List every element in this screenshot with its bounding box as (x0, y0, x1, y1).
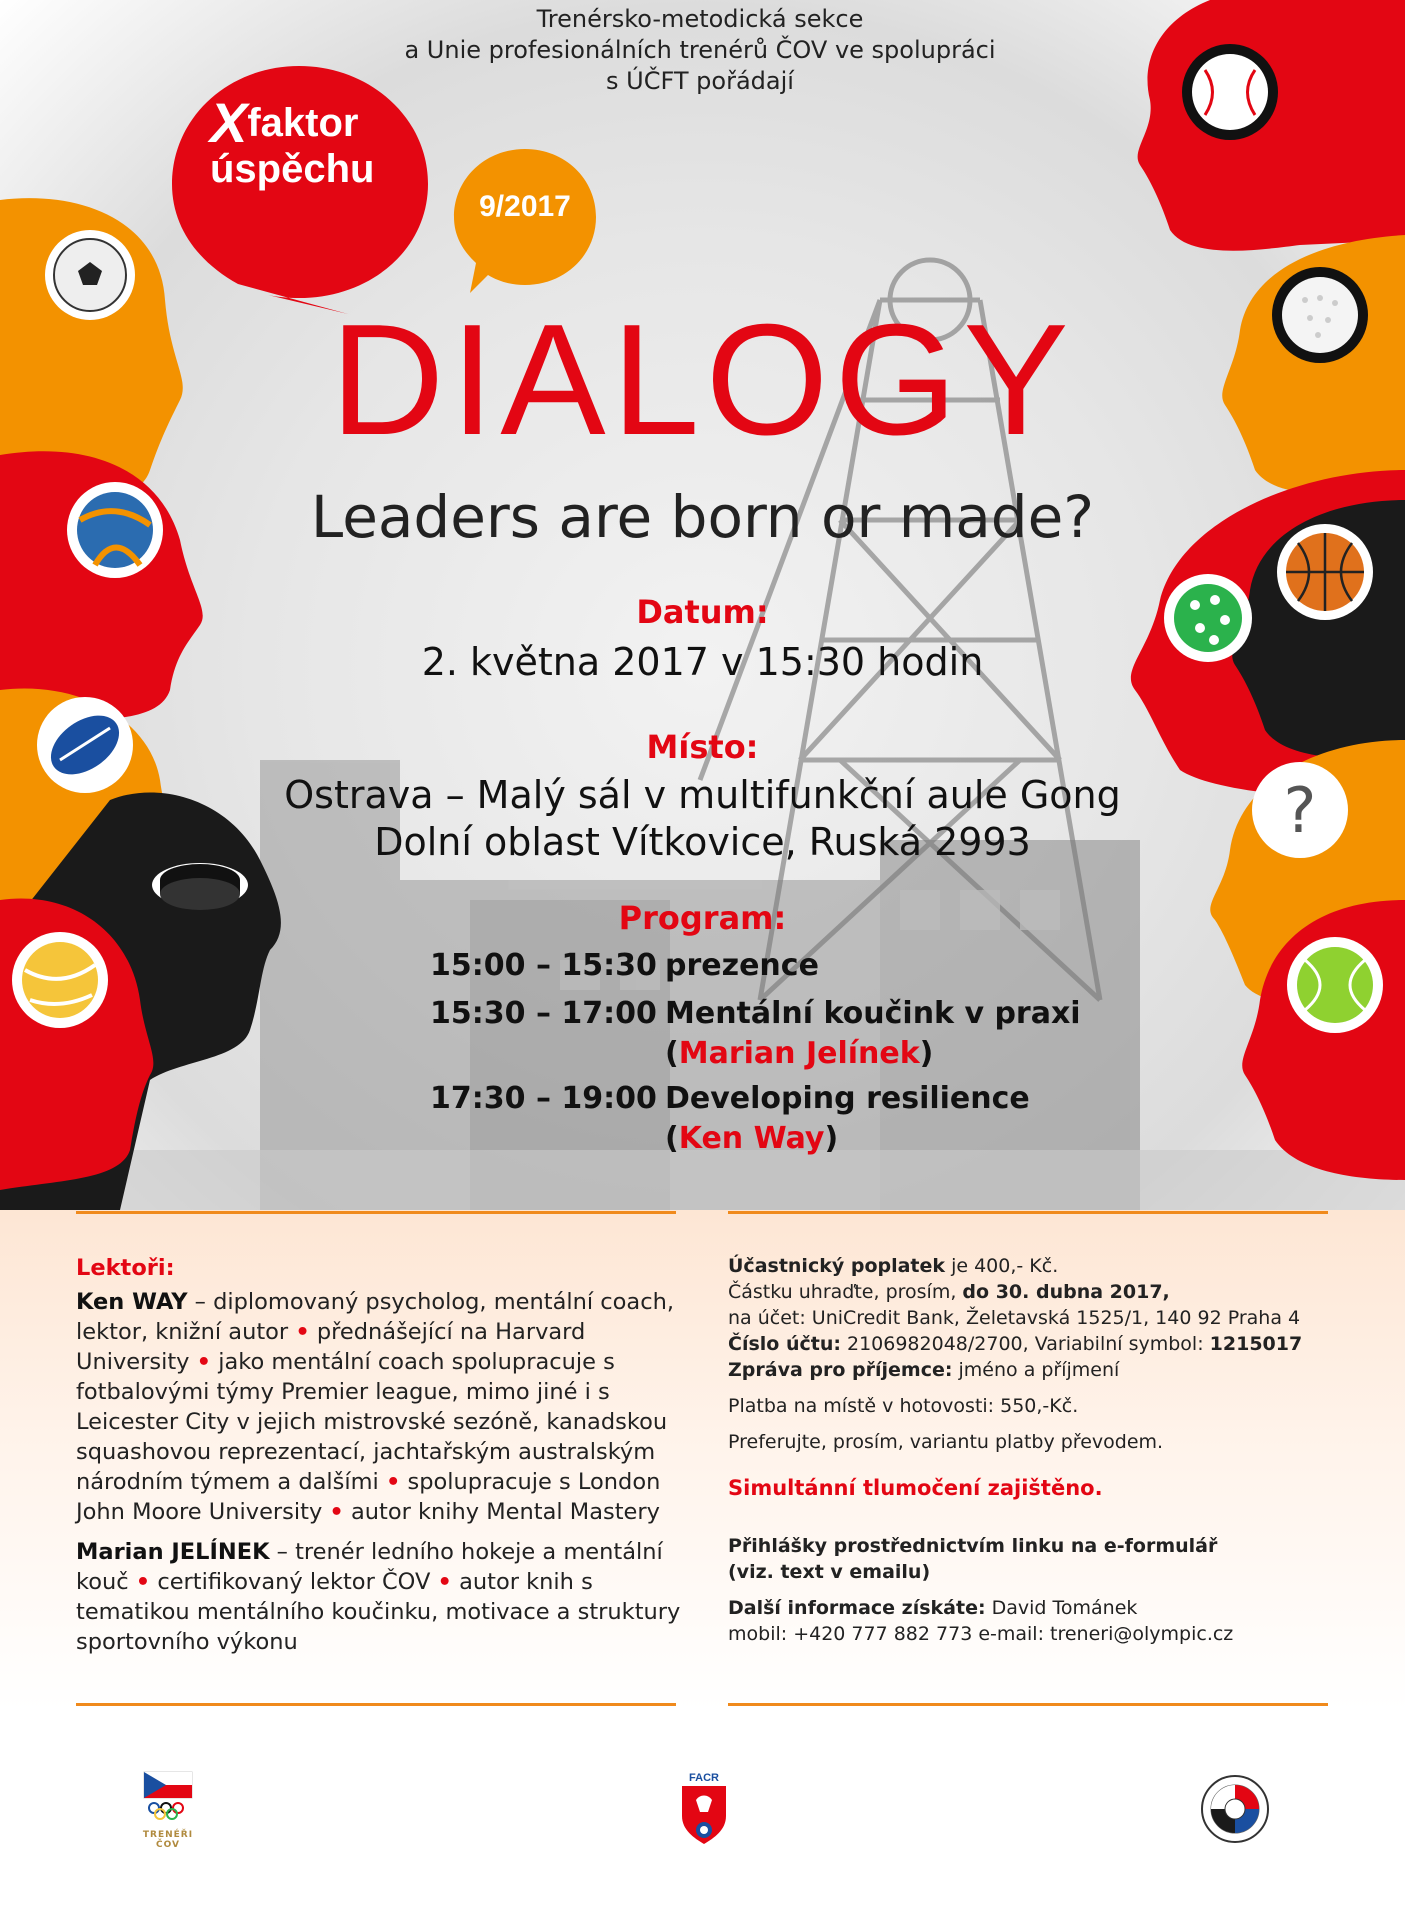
contact-details: mobil: +420 777 882 773 e-mail: treneri@olympic.cz (728, 1623, 1234, 1645)
bullet-icon: • (385, 1469, 401, 1495)
tennis-ball-icon (1287, 937, 1383, 1033)
divider (728, 1211, 1328, 1214)
account-value: 2106982048/2700, Variabilní symbol: (840, 1333, 1210, 1355)
payment-deadline (728, 1279, 1348, 1305)
lecturer-bio: spolupracuje s London John Moore University (76, 1469, 661, 1525)
faktor-x: X (210, 91, 248, 154)
account-label: Číslo účtu: (728, 1333, 841, 1355)
payment-deadline-date: do 30. dubna 2017, (962, 1281, 1170, 1303)
organizer-line-1: Trenérsko-metodická sekce (536, 5, 864, 33)
program-desc: Mentální koučink v praxi (665, 996, 1081, 1031)
volleyball-icon (12, 932, 108, 1028)
uspechu-word: úspěchu (210, 147, 375, 191)
fees-column (728, 1253, 1348, 1647)
program-time: 17:30 – 19:00 (430, 1081, 657, 1116)
bullet-icon: • (135, 1569, 151, 1595)
divider (728, 1703, 1328, 1706)
place-label: Místo: (646, 728, 759, 766)
facr-logo (678, 1770, 730, 1846)
ucft-logo (1200, 1774, 1270, 1844)
program-item (430, 1081, 1030, 1116)
lecturer-marian-jelinek (76, 1537, 686, 1657)
speaker-name: Marian Jelínek (678, 1036, 920, 1071)
baseball-icon (1182, 44, 1278, 140)
more-info-label: Další informace získáte: (728, 1597, 986, 1619)
faktor-word: faktor (247, 101, 359, 145)
lecturers-heading: Lektoři: (76, 1255, 175, 1281)
program-label: Program: (618, 899, 787, 937)
signup-line-2: (viz. text v emailu) (728, 1561, 931, 1583)
message-value: jméno a příjmení (952, 1359, 1120, 1381)
svg-text:?: ? (1283, 774, 1317, 847)
lecturer-ken-way (76, 1287, 686, 1527)
program-speaker: (Marian Jelínek) (665, 1036, 934, 1071)
place-line-2: Dolní oblast Vítkovice, Ruská 2993 (374, 820, 1031, 864)
date-value: 2. května 2017 v 15:30 hodin (421, 640, 984, 684)
lecturer-bio: certifikovaný lektor ČOV (150, 1569, 438, 1595)
cov-coaches-label (128, 1830, 208, 1850)
account-number (728, 1331, 1348, 1357)
contact-name: David Tománek (985, 1597, 1138, 1619)
organizer-line-2: a Unie profesionálních trenérů ČOV ve spolupráci (404, 36, 996, 64)
logo-label-line: ČOV (156, 1840, 180, 1850)
program-item (430, 948, 819, 983)
event-title: DIALOGY (330, 292, 1075, 468)
divider (76, 1211, 676, 1214)
lecturer-bio: – trenér ledního hokeje a mentální kouč (76, 1539, 663, 1595)
fee-line (728, 1253, 1348, 1279)
organizer-line-3: s ÚČFT pořádají (606, 67, 794, 95)
program-speaker: (Ken Way) (665, 1121, 839, 1156)
faktor-uspechu-logo (210, 91, 410, 192)
bank-account: na účet: UniCredit Bank, Želetavská 1525/1, 140 92 Praha 4 (728, 1307, 1301, 1329)
event-subtitle: Leaders are born or made? (310, 483, 1095, 551)
logo-label-line: TRENÉŘI (142, 1830, 194, 1840)
message-label: Zpráva pro příjemce: (728, 1359, 953, 1381)
fee-value: je 400,- Kč. (945, 1255, 1059, 1277)
date-label: Datum: (636, 593, 769, 631)
lecturer-name: Ken WAY (76, 1289, 188, 1315)
facr-label: FACR (689, 1772, 719, 1784)
program-desc: Developing resilience (665, 1081, 1030, 1116)
translation-note: Simultánní tlumočení zajištěno. (728, 1476, 1103, 1500)
place-line-1: Ostrava – Malý sál v multifunkční aule Gong (284, 773, 1121, 817)
payment-text: Částku uhraďte, prosím, (728, 1281, 963, 1303)
cov-coaches-logo (140, 1768, 196, 1824)
bullet-icon: • (329, 1499, 344, 1525)
bullet-icon: • (196, 1349, 212, 1375)
lecturer-bio: autor knih s tematikou mentálního koučinku, motivace a struktury sportovního výkonu (76, 1569, 681, 1655)
lecturer-bio: jako mentální coach spolupracuje s fotbalovými týmy Premier league, mimo jiné i s Leicester City v jejich mistrovské sezóně, kanadskou squashovou reprezentací, jachtařským australským národním týmem a dalšími (76, 1349, 668, 1495)
program-time: 15:00 – 15:30 (430, 948, 657, 983)
program-item (430, 996, 1081, 1031)
lecturer-name: Marian JELÍNEK (76, 1539, 270, 1565)
issue-number: 9/2017 (479, 190, 571, 223)
bullet-icon: • (437, 1569, 452, 1595)
more-info (728, 1595, 1348, 1621)
divider (76, 1703, 676, 1706)
organizer-text (350, 4, 1050, 97)
program-desc: prezence (665, 948, 819, 983)
fee-label: Účastnický poplatek (728, 1255, 946, 1277)
variable-symbol: 1215017 (1209, 1333, 1303, 1355)
lecturer-bio: autor knihy Mental Mastery (343, 1499, 660, 1525)
payment-preference: Preferujte, prosím, variantu platby převodem. (728, 1431, 1164, 1453)
lecturers-column (76, 1253, 686, 1667)
lecturer-bio: – diplomovaný psycholog, mentální coach, lektor, knižní autor (76, 1289, 674, 1345)
onsite-payment: Platba na místě v hotovosti: 550,-Kč. (728, 1395, 1079, 1417)
program-time: 15:30 – 17:00 (430, 996, 657, 1031)
speaker-name: Ken Way (678, 1121, 825, 1156)
payment-message (728, 1357, 1348, 1383)
lecturer-bio: přednášející na Harvard University (76, 1319, 586, 1375)
bullet-icon: • (295, 1319, 310, 1345)
signup-line-1: Přihlášky prostřednictvím linku na e-formulář (728, 1535, 1218, 1557)
